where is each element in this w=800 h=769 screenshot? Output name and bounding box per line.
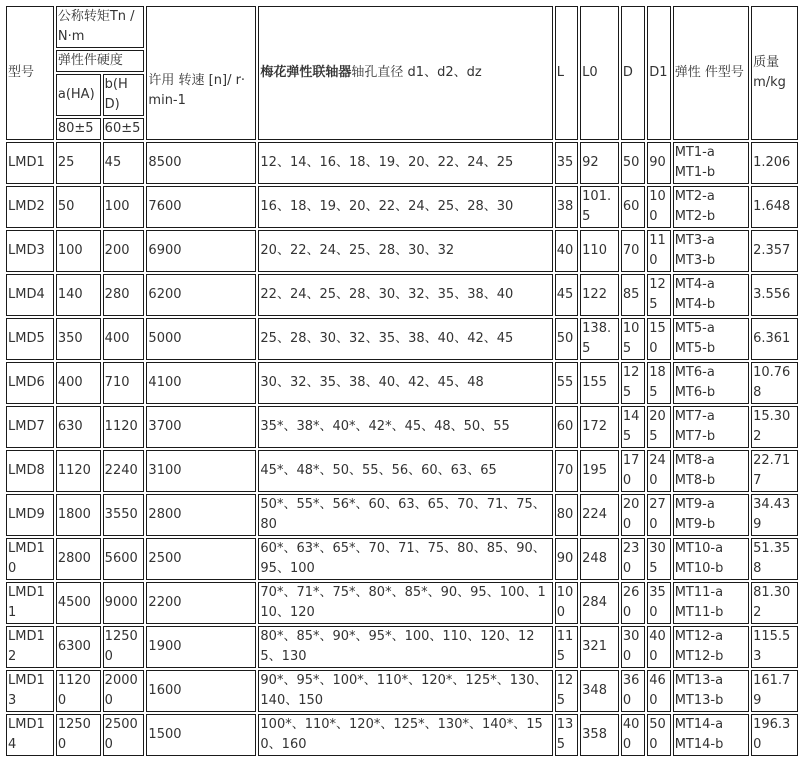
cell-D1: 100 <box>647 186 670 228</box>
cell-D: 170 <box>621 450 645 492</box>
table-row <box>6 318 798 360</box>
cell-D1: 305 <box>647 538 670 580</box>
cell-L0: 122 <box>580 274 619 316</box>
cell-mass: 1.648 <box>751 186 798 228</box>
cell-torque-b: 5600 <box>103 538 145 580</box>
header-D1: D1 <box>647 6 670 140</box>
cell-L0: 321 <box>580 626 619 668</box>
cell-model: LMD14 <box>6 714 54 756</box>
cell-model: LMD5 <box>6 318 54 360</box>
elastic-type-a: MT3-a <box>674 233 715 248</box>
cell-mass: 196.30 <box>751 714 798 756</box>
cell-speed: 4100 <box>146 362 256 404</box>
cell-torque-b: 280 <box>103 274 145 316</box>
header-a-value: 80±5 <box>56 118 101 140</box>
cell-bores: 35*、38*、40*、42*、45、48、50、55 <box>258 406 552 448</box>
header-bore-prefix: 梅花弹性联轴器 <box>260 65 352 80</box>
elastic-type-a: MT13-a <box>674 673 724 688</box>
cell-model: LMD2 <box>6 186 54 228</box>
cell-L0: 110 <box>580 230 619 272</box>
cell-mass: 81.302 <box>751 582 798 624</box>
elastic-type-a: MT12-a <box>674 629 724 644</box>
header-hardness: 弹性件硬度 <box>56 50 145 72</box>
table-row <box>6 450 798 492</box>
cell-L0: 348 <box>580 670 619 712</box>
cell-L: 38 <box>555 186 578 228</box>
cell-elastic <box>673 318 749 360</box>
cell-mass: 51.358 <box>751 538 798 580</box>
cell-L0: 248 <box>580 538 619 580</box>
cell-speed: 1500 <box>146 714 256 756</box>
cell-bores: 60*、63*、65*、70、71、75、80、85、90、95、100 <box>258 538 552 580</box>
cell-bores: 22、24、25、28、30、32、35、38、40 <box>258 274 552 316</box>
header-L0: L0 <box>580 6 619 140</box>
elastic-type-b: MT9-b <box>674 517 716 532</box>
cell-mass: 10.768 <box>751 362 798 404</box>
cell-torque-b: 20000 <box>103 670 145 712</box>
cell-L: 50 <box>555 318 578 360</box>
cell-torque-b: 1120 <box>103 406 145 448</box>
header-bore <box>258 6 552 140</box>
cell-D: 60 <box>621 186 645 228</box>
cell-bores: 70*、71*、75*、80*、85*、90、95、100、110、120 <box>258 582 552 624</box>
cell-elastic <box>673 186 749 228</box>
cell-bores: 45*、48*、50、55、56、60、63、65 <box>258 450 552 492</box>
cell-model: LMD9 <box>6 494 54 536</box>
coupling-spec-table <box>4 4 800 758</box>
cell-L: 45 <box>555 274 578 316</box>
cell-L0: 224 <box>580 494 619 536</box>
header-speed: 许用 转速 [n]/ r·min-1 <box>146 6 256 140</box>
cell-torque-b: 400 <box>103 318 145 360</box>
cell-D1: 240 <box>647 450 670 492</box>
cell-D1: 110 <box>647 230 670 272</box>
header-b-hd: b(HD) <box>103 74 145 116</box>
cell-L: 135 <box>555 714 578 756</box>
header-model: 型号 <box>6 6 54 140</box>
cell-elastic <box>673 626 749 668</box>
cell-L0: 195 <box>580 450 619 492</box>
table-row <box>6 186 798 228</box>
cell-bores: 80*、85*、90*、95*、100、110、120、125、130 <box>258 626 552 668</box>
cell-speed: 6900 <box>146 230 256 272</box>
cell-bores: 50*、55*、56*、60、63、65、70、71、75、80 <box>258 494 552 536</box>
cell-torque-a: 400 <box>56 362 101 404</box>
cell-torque-a: 1800 <box>56 494 101 536</box>
cell-torque-b: 9000 <box>103 582 145 624</box>
cell-model: LMD10 <box>6 538 54 580</box>
table-row <box>6 670 798 712</box>
cell-speed: 1900 <box>146 626 256 668</box>
table-row <box>6 582 798 624</box>
header-bore-suffix: 轴孔直径 d1、d2、dz <box>351 65 482 80</box>
cell-torque-a: 2800 <box>56 538 101 580</box>
elastic-type-a: MT1-a <box>674 145 715 160</box>
elastic-type-a: MT6-a <box>674 365 715 380</box>
cell-D1: 150 <box>647 318 670 360</box>
cell-L: 35 <box>555 142 578 184</box>
cell-torque-a: 25 <box>56 142 101 184</box>
cell-speed: 1600 <box>146 670 256 712</box>
cell-bores: 16、18、19、20、22、24、25、28、30 <box>258 186 552 228</box>
cell-torque-a: 100 <box>56 230 101 272</box>
cell-elastic <box>673 230 749 272</box>
cell-torque-b: 2240 <box>103 450 145 492</box>
cell-D1: 350 <box>647 582 670 624</box>
cell-elastic <box>673 142 749 184</box>
cell-L: 70 <box>555 450 578 492</box>
cell-mass: 2.357 <box>751 230 798 272</box>
cell-torque-a: 12500 <box>56 714 101 756</box>
cell-model: LMD13 <box>6 670 54 712</box>
elastic-type-b: MT14-b <box>674 737 724 752</box>
cell-model: LMD1 <box>6 142 54 184</box>
elastic-type-b: MT3-b <box>674 253 716 268</box>
cell-speed: 3700 <box>146 406 256 448</box>
cell-model: LMD4 <box>6 274 54 316</box>
cell-mass: 34.439 <box>751 494 798 536</box>
cell-torque-a: 6300 <box>56 626 101 668</box>
cell-elastic <box>673 494 749 536</box>
elastic-type-b: MT6-b <box>674 385 716 400</box>
cell-torque-b: 25000 <box>103 714 145 756</box>
elastic-type-a: MT7-a <box>674 409 715 424</box>
table-row <box>6 714 798 756</box>
elastic-type-a: MT9-a <box>674 497 715 512</box>
cell-elastic <box>673 406 749 448</box>
cell-elastic <box>673 582 749 624</box>
cell-torque-b: 710 <box>103 362 145 404</box>
cell-bores: 100*、110*、120*、125*、130*、140*、150、160 <box>258 714 552 756</box>
elastic-type-b: MT2-b <box>674 209 716 224</box>
table-row <box>6 142 798 184</box>
cell-D1: 125 <box>647 274 670 316</box>
cell-torque-b: 3550 <box>103 494 145 536</box>
cell-L0: 172 <box>580 406 619 448</box>
cell-speed: 2800 <box>146 494 256 536</box>
cell-mass: 3.556 <box>751 274 798 316</box>
cell-torque-a: 350 <box>56 318 101 360</box>
cell-model: LMD6 <box>6 362 54 404</box>
elastic-type-a: MT10-a <box>674 541 724 556</box>
cell-bores: 25、28、30、32、35、38、40、42、45 <box>258 318 552 360</box>
cell-elastic <box>673 450 749 492</box>
cell-torque-b: 200 <box>103 230 145 272</box>
cell-D1: 460 <box>647 670 670 712</box>
cell-torque-a: 50 <box>56 186 101 228</box>
cell-bores: 90*、95*、100*、110*、120*、125*、130、140、150 <box>258 670 552 712</box>
cell-speed: 5000 <box>146 318 256 360</box>
elastic-type-b: MT4-b <box>674 297 716 312</box>
cell-speed: 3100 <box>146 450 256 492</box>
cell-torque-b: 45 <box>103 142 145 184</box>
cell-D1: 500 <box>647 714 670 756</box>
elastic-type-b: MT5-b <box>674 341 716 356</box>
table-row <box>6 626 798 668</box>
cell-D: 105 <box>621 318 645 360</box>
cell-D: 200 <box>621 494 645 536</box>
cell-L: 55 <box>555 362 578 404</box>
cell-D1: 185 <box>647 362 670 404</box>
elastic-type-a: MT4-a <box>674 277 715 292</box>
cell-mass: 115.53 <box>751 626 798 668</box>
elastic-type-b: MT7-b <box>674 429 716 444</box>
cell-L0: 358 <box>580 714 619 756</box>
elastic-type-b: MT13-b <box>674 693 724 708</box>
table-row <box>6 538 798 580</box>
cell-mass: 15.302 <box>751 406 798 448</box>
table-row <box>6 494 798 536</box>
elastic-type-a: MT2-a <box>674 189 715 204</box>
cell-torque-b: 12500 <box>103 626 145 668</box>
cell-model: LMD8 <box>6 450 54 492</box>
coupling-spec-table-container <box>4 4 798 766</box>
cell-L: 100 <box>555 582 578 624</box>
cell-mass: 6.361 <box>751 318 798 360</box>
cell-D1: 270 <box>647 494 670 536</box>
cell-D: 145 <box>621 406 645 448</box>
cell-elastic <box>673 362 749 404</box>
table-row <box>6 230 798 272</box>
cell-elastic <box>673 670 749 712</box>
elastic-type-a: MT11-a <box>674 585 724 600</box>
header-D: D <box>621 6 645 140</box>
cell-D1: 205 <box>647 406 670 448</box>
cell-L: 40 <box>555 230 578 272</box>
header-a-ha: a(HA) <box>56 74 101 116</box>
header-b-value: 60±5 <box>103 118 145 140</box>
elastic-type-b: MT12-b <box>674 649 724 664</box>
cell-model: LMD11 <box>6 582 54 624</box>
cell-speed: 2200 <box>146 582 256 624</box>
cell-L: 125 <box>555 670 578 712</box>
cell-speed: 8500 <box>146 142 256 184</box>
cell-torque-b: 100 <box>103 186 145 228</box>
cell-torque-a: 630 <box>56 406 101 448</box>
cell-L0: 92 <box>580 142 619 184</box>
cell-D: 70 <box>621 230 645 272</box>
cell-speed: 6200 <box>146 274 256 316</box>
elastic-type-b: MT1-b <box>674 165 716 180</box>
cell-L: 90 <box>555 538 578 580</box>
cell-speed: 7600 <box>146 186 256 228</box>
cell-elastic <box>673 538 749 580</box>
cell-bores: 20、22、24、25、28、30、32 <box>258 230 552 272</box>
cell-torque-a: 140 <box>56 274 101 316</box>
cell-L0: 155 <box>580 362 619 404</box>
cell-D: 300 <box>621 626 645 668</box>
cell-mass: 161.79 <box>751 670 798 712</box>
cell-bores: 30、32、35、38、40、42、45、48 <box>258 362 552 404</box>
cell-mass: 22.717 <box>751 450 798 492</box>
cell-D: 50 <box>621 142 645 184</box>
elastic-type-a: MT5-a <box>674 321 715 336</box>
cell-D: 260 <box>621 582 645 624</box>
elastic-type-b: MT8-b <box>674 473 716 488</box>
elastic-type-b: MT11-b <box>674 605 724 620</box>
cell-torque-a: 1120 <box>56 450 101 492</box>
cell-model: LMD3 <box>6 230 54 272</box>
cell-D: 85 <box>621 274 645 316</box>
table-row <box>6 362 798 404</box>
cell-elastic <box>673 714 749 756</box>
cell-D: 125 <box>621 362 645 404</box>
cell-L: 80 <box>555 494 578 536</box>
cell-model: LMD12 <box>6 626 54 668</box>
elastic-type-a: MT8-a <box>674 453 715 468</box>
header-L: L <box>555 6 578 140</box>
cell-speed: 2500 <box>146 538 256 580</box>
cell-L: 115 <box>555 626 578 668</box>
cell-D: 400 <box>621 714 645 756</box>
header-elastic: 弹性 件型号 <box>673 6 749 140</box>
cell-elastic <box>673 274 749 316</box>
elastic-type-b: MT10-b <box>674 561 724 576</box>
cell-D1: 90 <box>647 142 670 184</box>
table-row <box>6 406 798 448</box>
cell-L: 60 <box>555 406 578 448</box>
cell-D: 360 <box>621 670 645 712</box>
cell-torque-a: 11200 <box>56 670 101 712</box>
cell-D1: 400 <box>647 626 670 668</box>
cell-L0: 101.5 <box>580 186 619 228</box>
table-row <box>6 274 798 316</box>
cell-model: LMD7 <box>6 406 54 448</box>
elastic-type-a: MT14-a <box>674 717 724 732</box>
header-torque: 公称转矩Tn /N·m <box>56 6 145 48</box>
cell-L0: 284 <box>580 582 619 624</box>
cell-torque-a: 4500 <box>56 582 101 624</box>
header-mass: 质量 m/kg <box>751 6 798 140</box>
cell-mass: 1.206 <box>751 142 798 184</box>
cell-D: 230 <box>621 538 645 580</box>
cell-bores: 12、14、16、18、19、20、22、24、25 <box>258 142 552 184</box>
cell-L0: 138.5 <box>580 318 619 360</box>
